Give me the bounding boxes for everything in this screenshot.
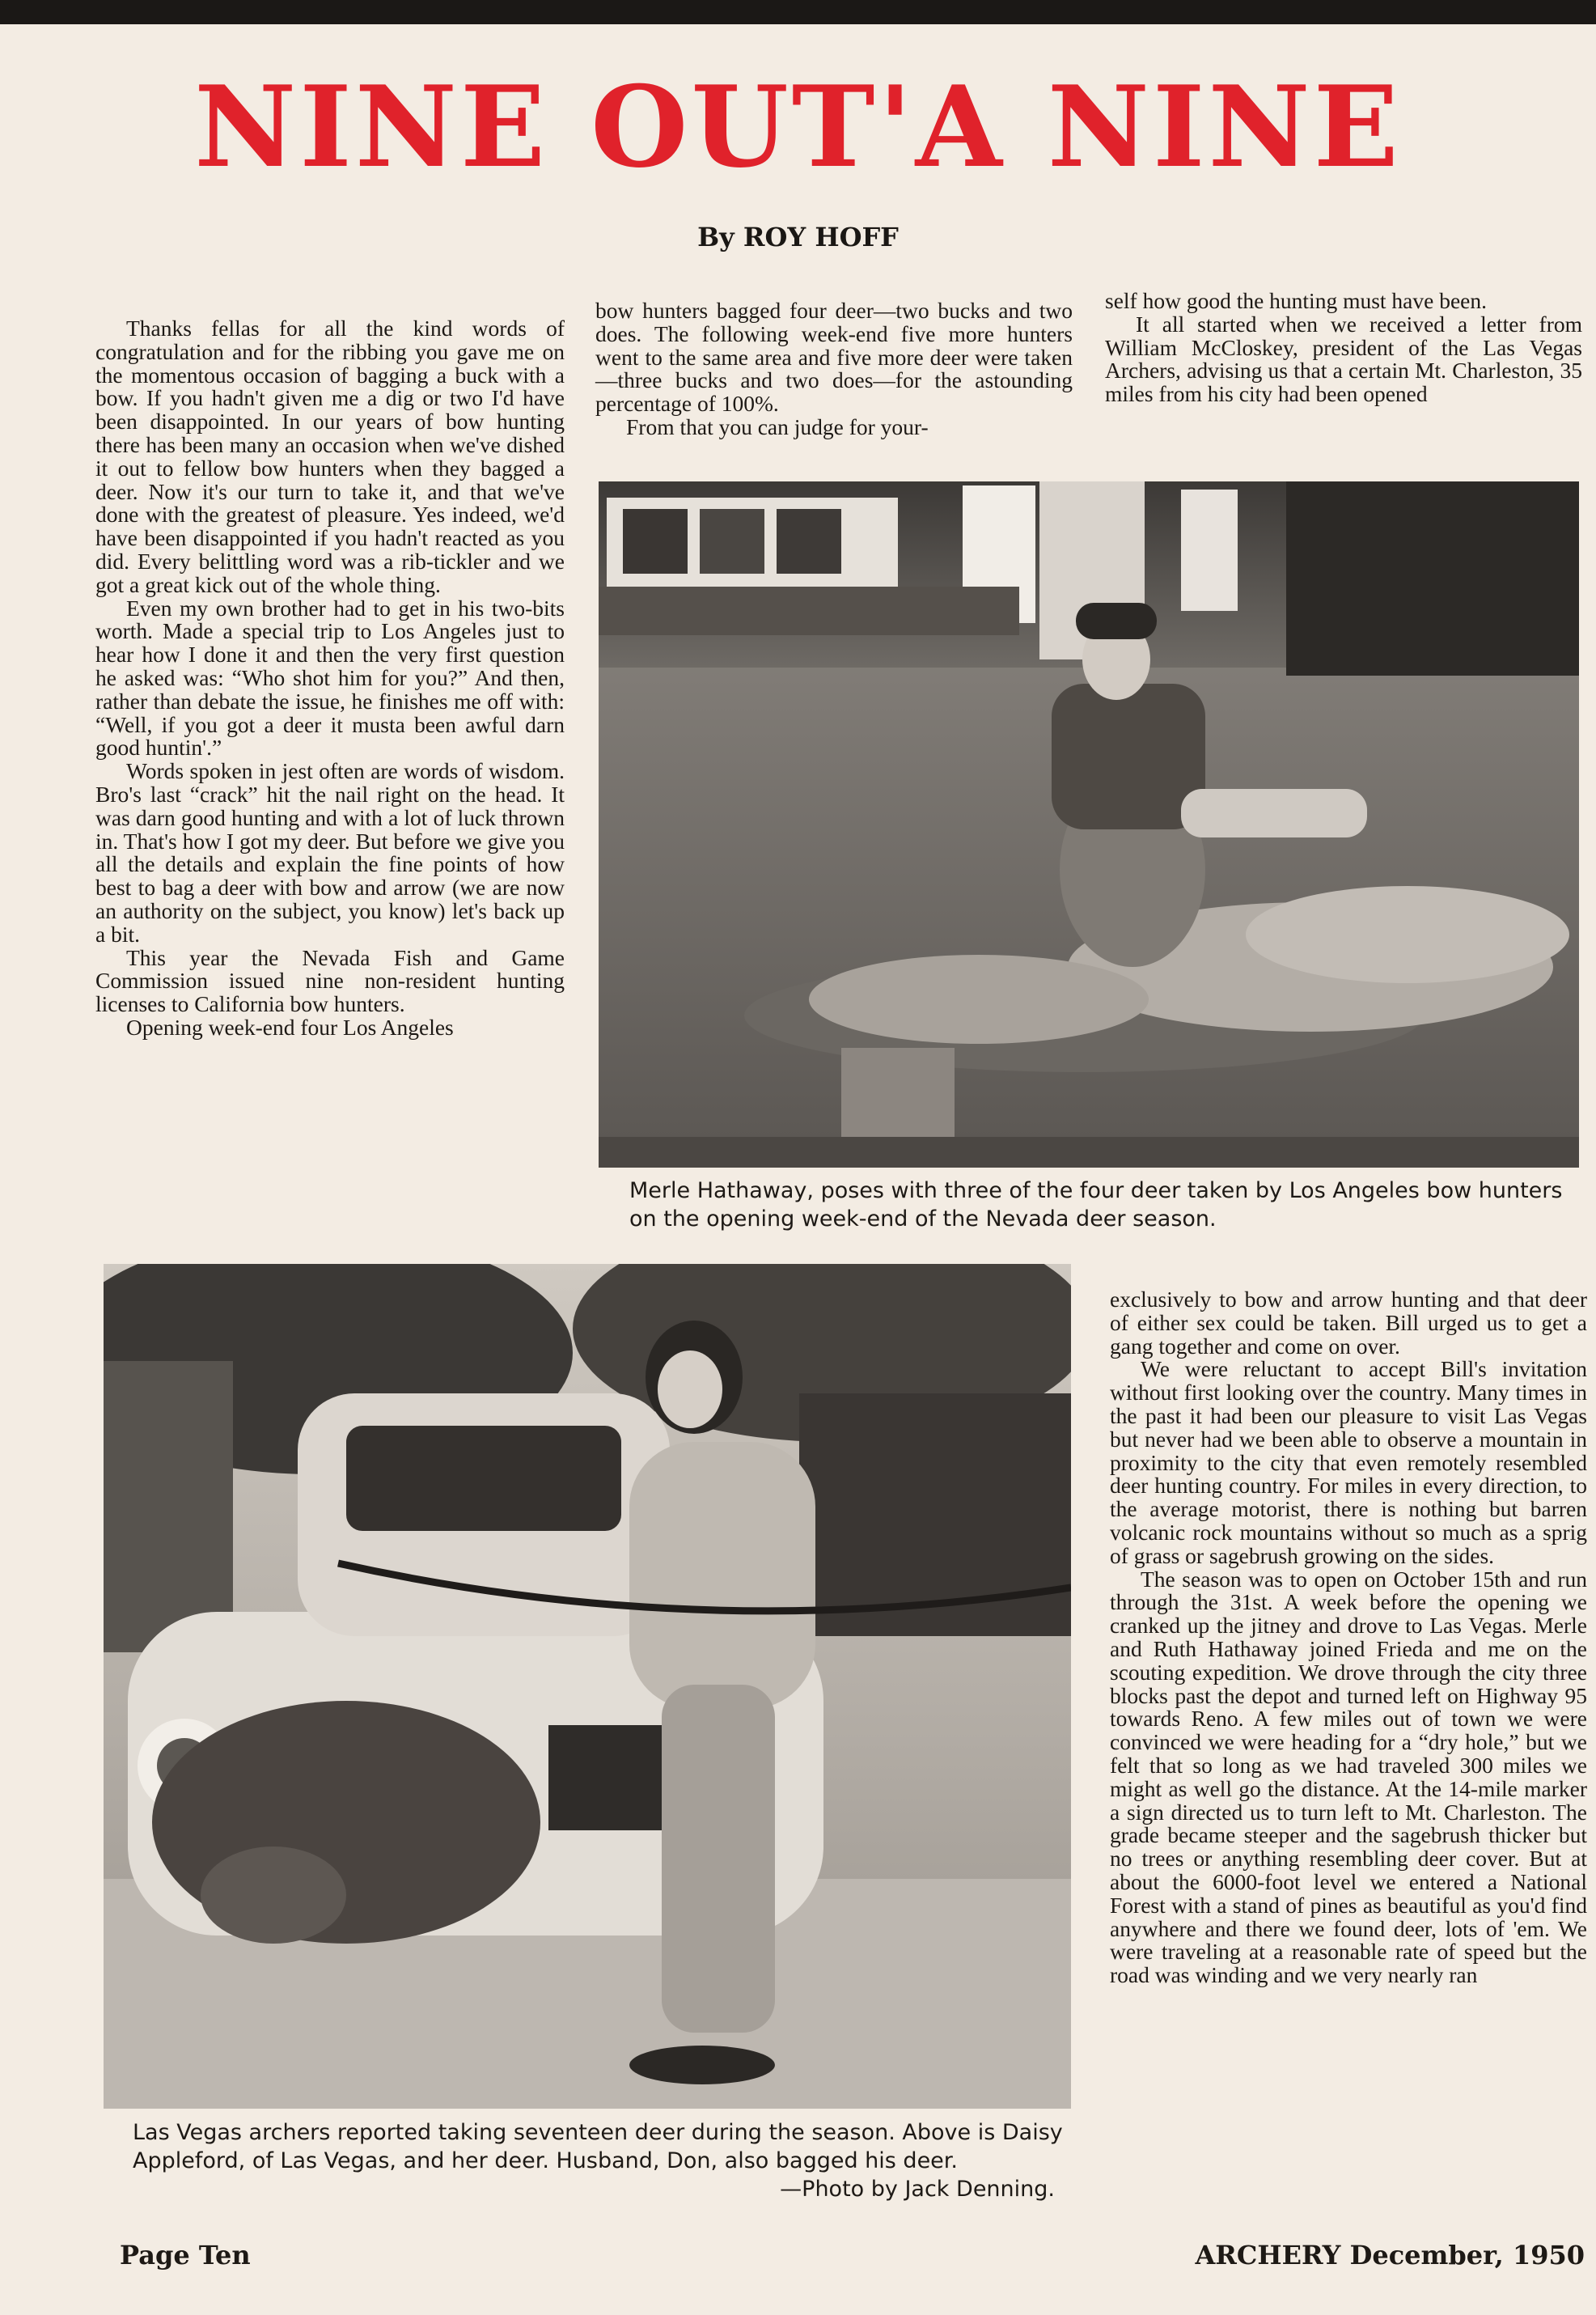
photo-caption-2-text: Las Vegas archers reported taking seventeen deer during the season. Above is Daisy Appleford, of Las Vegas, and her deer. Husband, Don, also bagged his deer. — [133, 2120, 1063, 2173]
article-byline: By ROY HOFF — [697, 222, 899, 252]
paragraph: It all started when we received a letter from William McCloskey, president of the Las Vegas Archers, advising us that a certain Mt. Charleston, 35 miles from his city had been opened — [1105, 311, 1582, 407]
paragraph: From that you can judge for your- — [626, 413, 929, 439]
photo-archer-with-car — [104, 1264, 1071, 2109]
top-edge-bar — [0, 0, 1596, 24]
paragraph: The season was to open on October 15th and run through the 31st. A week before the opening we cranked up the jitney and drove to Las Vegas. Merle and Ruth Hathaway joined Frieda and me on the scouting expedition. We drove through the city three blocks past the depot and turned left on Highway 95 towards Reno. A few miles out of town we were convinced we were heading for a “dry hole,” but we felt that so long as we had traveled 300 miles we might as well go the distance. At the 14-mile marker a sign directed us to turn left to Mt. Charleston. The grade became steeper and the sagebrush thicker but no trees or anything resembling deer cover. But at about the 6000-foot level we entered a National Forest with a stand of pines as beautiful as you'd find anywhere and there we found deer, lots of 'em. We were traveling at a reasonable rate of speed but the road was winding and we very nearly ran — [1110, 1566, 1587, 1988]
paragraph: bow hunters bagged four deer—two bucks and two does. The following week-end five more hunters went to the same area and five more deer were taken—three bucks and two does—for the astounding percentage of 100%. — [595, 298, 1073, 417]
paragraph: self how good the hunting must have been. — [1105, 288, 1487, 313]
paragraph: exclusively to bow and arrow hunting and that deer of either sex could be taken. Bill urged us to get a gang together and come on over. — [1110, 1287, 1587, 1359]
paragraph: Even my own brother had to get in his two-bits worth. Made a special trip to Los Angeles just to hear how I done it and then the very first question he asked was: “Who shot him for you?” And then, rather than debate the issue, he finishes me off with: “Well, if you got a deer it musta been awful darn good huntin'.” — [95, 595, 565, 761]
paragraph: This year the Nevada Fish and Game Commission issued nine non-resident hunting licenses to California bow hunters. — [95, 944, 565, 1017]
paragraph: Opening week-end four Los Angeles — [126, 1014, 454, 1040]
photo-caption-1: Merle Hathaway, poses with three of the four deer taken by Los Angeles bow hunters on the opening week-end of the Nevada deer season. — [629, 1178, 1563, 1232]
text-column-3 — [1105, 290, 1582, 406]
paragraph: Thanks fellas for all the kind words of congratulation and for the ribbing you gave me on the momentous occasion of bagging a buck with a bow. If you hadn't given me a dig or two I'd have been disappointed. In our years of bow hunting there has been many an occasion when we've dished it out to fellow bow hunters when they bagged a deer. Now it's our turn to take it, and that we've done with the greatest of pleasure. Yes indeed, we'd have been disappointed if you hadn't reacted as you did. Every belittling word was a rib-tickler and we got a great kick out of the whole thing. — [95, 316, 565, 597]
photo-caption-2 — [133, 2118, 1063, 2203]
photo-hunter-with-deer — [599, 481, 1579, 1168]
publication-issue: ARCHERY December, 1950 — [1195, 2240, 1585, 2270]
photo-archer-with-car-image — [104, 1264, 1071, 2109]
photo-credit: —Photo by Jack Denning. — [780, 2177, 1055, 2202]
page-number: Page Ten — [120, 2240, 251, 2270]
paragraph: Words spoken in jest often are words of wisdom. Bro's last “crack” hit the nail right on the head. It was darn good hunting and with a lot of luck thrown in. That's how I got my deer. But before we give you all the details and explain the fine points of how best to bag a deer with bow and arrow (we are now an authority on the subject, you know) let's back up a bit. — [95, 758, 565, 947]
paragraph: We were reluctant to accept Bill's invitation without first looking over the country. Many times in the past it had been our pleasure to visit Las Vegas but never had we been able to observe a mountain in proximity to the city that even remotely resembled deer hunting country. For miles in every direction, to the average motorist, there is nothing but barren volcanic rock mountains without so much as a sprig of grass or sagebrush growing on the sides. — [1110, 1356, 1587, 1568]
photo-hunter-with-deer-image — [599, 481, 1579, 1168]
text-column-2 — [595, 299, 1073, 439]
text-column-1 — [95, 317, 565, 1040]
article-title: NINE OUT'A NINE — [194, 61, 1402, 193]
text-column-4 — [1110, 1288, 1587, 1987]
